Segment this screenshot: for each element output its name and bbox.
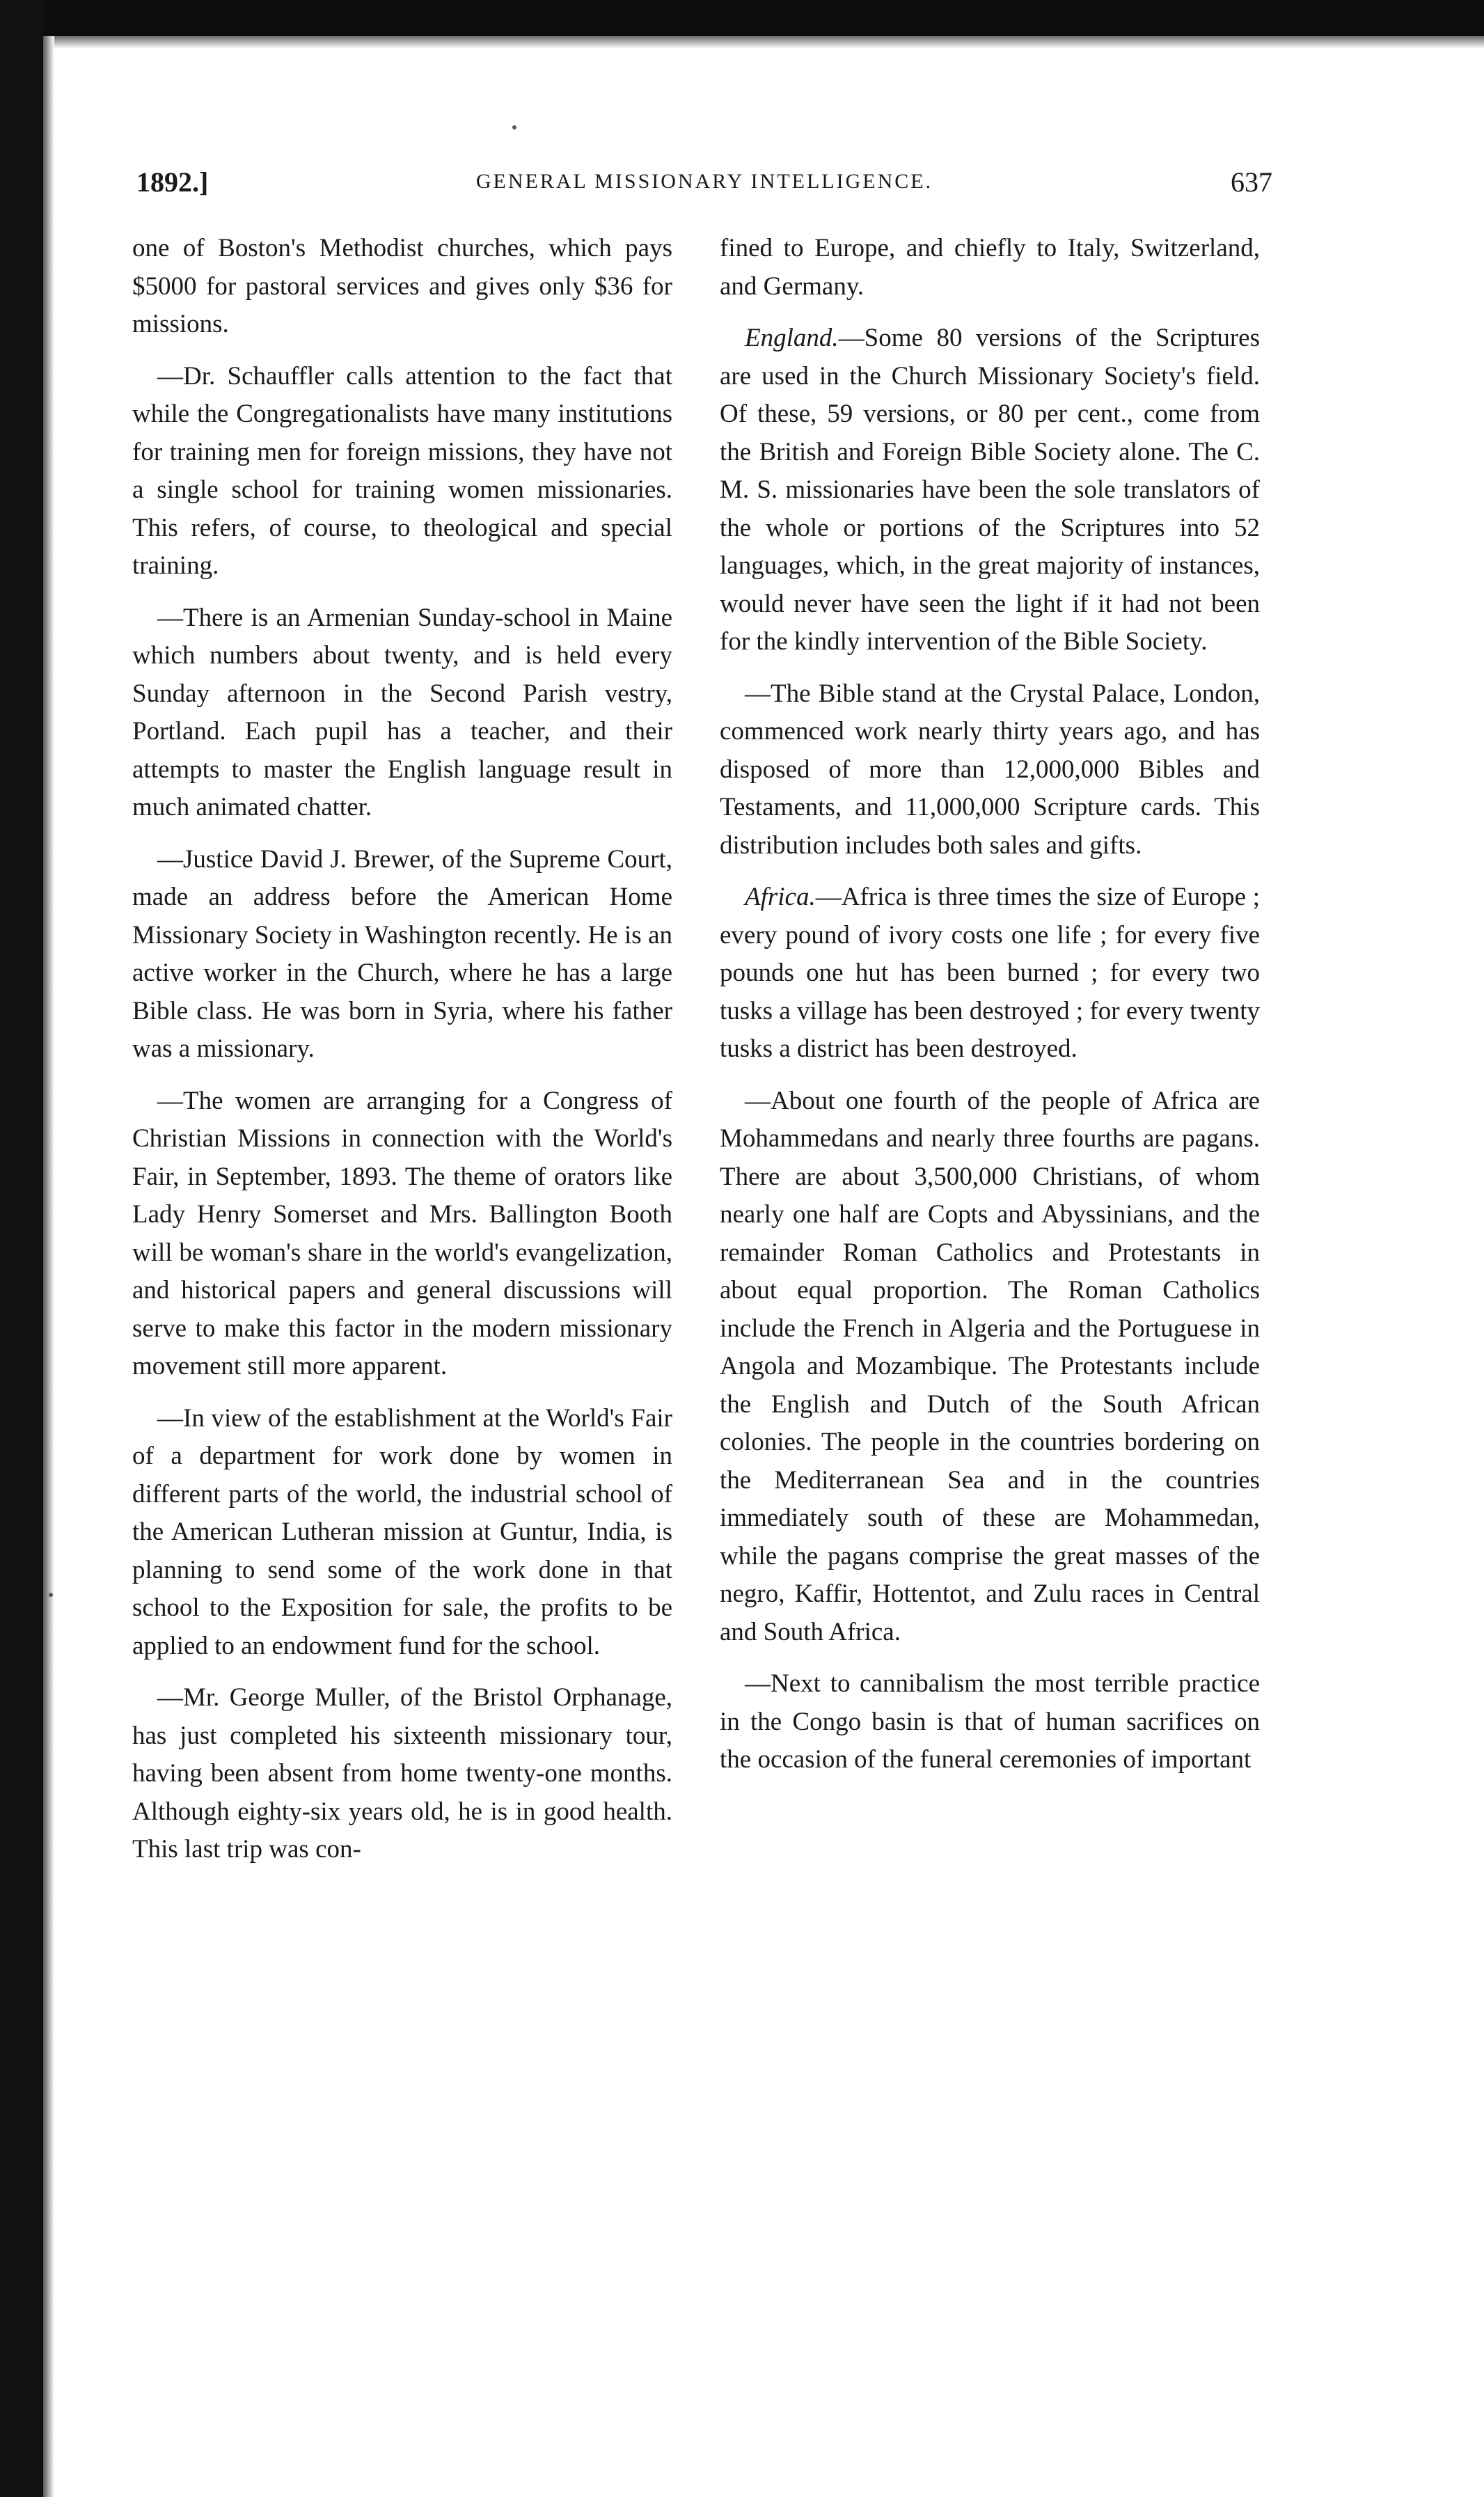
- paragraph-continuation: fined to Europe, and chiefly to Italy, Switzerland, and Germany.: [720, 234, 1260, 301]
- section-heading-africa: Africa.: [745, 883, 816, 911]
- scan-top-border: [0, 0, 1484, 36]
- scan-top-shadow: [43, 36, 1484, 49]
- england-text: —Some 80 versions of the Scriptures are used in the Church Missionary Society's field. Of these, 59 versions, or 80 per cent., come from the British and Foreign Bible Society alone. The C. M. S. missionaries have been the sole translators of the whole or portions of the Scriptures into 52 languages, which, in the great majority of instances, would never have seen the light if it had not been for the kindly intervention of the Bible Society.: [720, 324, 1260, 656]
- paragraph-george-muller: —Mr. George Muller, of the Bristol Orphanage, has just completed his sixteenth missionary tour, having been absent from home twenty-one months. Although eighty-six years old, he is in good health. This last trip was con-: [132, 1683, 672, 1864]
- scan-speck: [512, 125, 516, 129]
- paragraph-africa: [720, 879, 1260, 1069]
- paragraph-congress-of-missions: —The women are arranging for a Congress of Christian Missions in connection with the World's Fair, in September, 1893. The theme of orators like Lady Henry Somerset and Mrs. Ballington Booth will be woman's share in the world's evangelization, and historical papers and general discussions will serve to make this factor in the modern missionary movement still more apparent.: [132, 1086, 672, 1380]
- header-title: GENERAL MISSIONARY INTELLIGENCE.: [475, 170, 933, 193]
- header-year: 1892.]: [136, 166, 209, 198]
- scan-speck: [49, 1593, 53, 1597]
- paragraph-mohammedans: —About one fourth of the people of Africa are Mohammedans and nearly three fourths are pagans. There are about 3,500,000 Christians, of whom nearly one half are Copts and Abyssinians, and the remainder Roman Catholics and Protestants in about equal proportion. The Roman Catholics include the French in Algeria and the Portuguese in Angola and Mozambique. The Protestants include the English and Dutch of the South African colonies. The people in the countries bordering on the Mediterranean Sea and in the countries immediately south of these are Mohammedan, while the pagans comprise the great masses of the negro, Kaffir, Hottentot, and Zulu races in Central and South Africa.: [720, 1086, 1260, 1646]
- paragraph-armenian-sunday-school: —There is an Armenian Sunday-school in Maine which numbers about twenty, and is held every Sunday afternoon in the Second Parish vestry, Portland. Each pupil has a teacher, and their attempts to master the English language result in much animated chatter.: [132, 603, 672, 821]
- scan-left-shadow: [43, 36, 54, 2497]
- paragraph-cannibalism: —Next to cannibalism the most terrible practice in the Congo basin is that of human sacrifices on the occasion of the funeral ceremonies of important: [720, 1669, 1260, 1774]
- left-column: [132, 230, 672, 1883]
- paragraph-boston-methodist: one of Boston's Methodist churches, which pays $5000 for pastoral services and gives only $36 for missions.: [132, 234, 672, 338]
- paragraph-schauffler: —Dr. Schauffler calls attention to the fact that while the Congregationalists have many institutions for training men for foreign missions, they have not a single school for training women missionaries. This refers, of course, to theological and special training.: [132, 361, 672, 580]
- running-header: [136, 166, 1272, 200]
- paragraph-england: [720, 320, 1260, 661]
- paragraph-guntur-industrial-school: —In view of the establishment at the World's Fair of a department for work done by women in different parts of the world, the industrial school of the American Lutheran mission at Guntur, India, is planning to send some of the work done in that school to the Exposition for sale, the profits to be applied to an endowment fund for the school.: [132, 1403, 672, 1660]
- paragraph-bible-stand: —The Bible stand at the Crystal Palace, London, commenced work nearly thirty years ago, and has disposed of more than 12,000,000 Bibles and Testaments, and 11,000,000 Scripture cards. This distribution includes both sales and gifts.: [720, 679, 1260, 860]
- section-heading-england: England.: [745, 324, 839, 352]
- scan-left-border: [0, 0, 43, 2497]
- paragraph-justice-brewer: —Justice David J. Brewer, of the Supreme Court, made an address before the American Home Missionary Society in Washington recently. He is an active worker in the Church, where he has a large Bible class. He was born in Syria, where his father was a missionary.: [132, 844, 672, 1063]
- page-number: 637: [1231, 166, 1272, 198]
- africa-text: —Africa is three times the size of Europe ; every pound of ivory costs one life ; for every five pounds one hut has been burned ; for every two tusks a village has been destroyed ; for every twenty tusks a district has been destroyed.: [720, 883, 1260, 1063]
- right-column: [720, 230, 1260, 1793]
